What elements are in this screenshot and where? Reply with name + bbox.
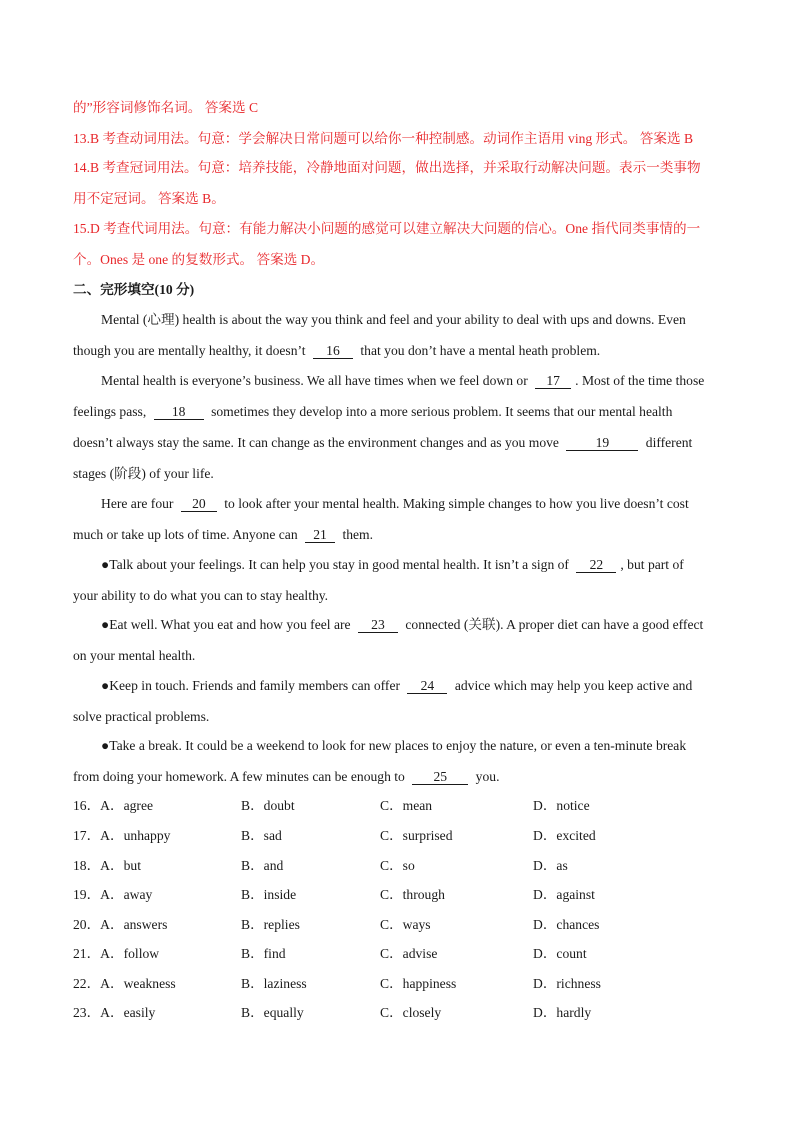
option-d: D．excited: [533, 828, 596, 843]
option-b: B．find: [241, 946, 286, 961]
option-a: 18．A．but: [73, 858, 141, 873]
blank-23: 23: [358, 617, 398, 633]
answer-13: 13.B 考查动词用法。句意：学会解决日常问题可以给你一种控制感。动词作主语用 ving 形式。 答案选 B: [73, 131, 694, 146]
option-c: C．so: [380, 858, 415, 873]
answer-14-cont: 用不定冠词。 答案选 B。: [73, 191, 225, 206]
blank-16: 16: [313, 343, 353, 359]
blank-24: 24: [407, 678, 447, 694]
passage-line: [73, 403, 672, 421]
passage-line: stages (阶段) of your life.: [73, 466, 214, 481]
option-row: [73, 886, 733, 904]
blank-19: 19: [566, 435, 638, 451]
option-c: C．mean: [380, 798, 433, 813]
passage-text: from doing your homework. A few minutes can be enough to: [73, 769, 405, 784]
option-c: C．closely: [380, 1005, 442, 1020]
passage-line: solve practical problems.: [73, 709, 210, 724]
passage-text: Mental health is everyone’s business. We all have times when we feel down or: [101, 373, 528, 388]
option-row: [73, 797, 733, 815]
option-d: D．count: [533, 946, 587, 961]
option-row: [73, 857, 733, 875]
passage-line: ●Take a break. It could be a weekend to look for new places to enjoy the nature, or even a ten-minute break: [101, 738, 687, 753]
passage-line: your ability to do what you can to stay healthy.: [73, 588, 329, 603]
passage-text: to look after your mental health. Making simple changes to how you live doesn’t cost: [224, 496, 689, 511]
blank-17: 17: [535, 373, 571, 389]
option-d: D．chances: [533, 917, 600, 932]
blank-18: 18: [154, 404, 204, 420]
passage-line: [73, 768, 499, 786]
passage-line: [101, 372, 704, 390]
option-a: 19．A．away: [73, 887, 153, 902]
passage-text: feelings pass,: [73, 404, 147, 419]
passage-line: [101, 616, 703, 634]
passage-text: sometimes they develop into a more serious problem. It seems that our mental health: [211, 404, 673, 419]
passage-line: [101, 677, 692, 695]
answer-15: 15.D 考查代词用法。句意：有能力解决小问题的感觉可以建立解决大问题的信心。One 指代同类事情的一: [73, 221, 701, 236]
option-d: D．as: [533, 858, 568, 873]
passage-line: on your mental health.: [73, 648, 196, 663]
option-a: 20．A．answers: [73, 917, 168, 932]
option-d: D．notice: [533, 798, 590, 813]
option-c: C．ways: [380, 917, 431, 932]
option-a: 17．A．unhappy: [73, 828, 171, 843]
passage-line: [73, 342, 600, 360]
passage-line: [73, 526, 373, 544]
option-row: [73, 916, 733, 934]
passage-text: much or take up lots of time. Anyone can: [73, 527, 298, 542]
passage-line: [73, 434, 692, 452]
option-a: 23．A．easily: [73, 1005, 156, 1020]
passage-line: [101, 556, 684, 574]
passage-text: connected (关联). A proper diet can have a good effect: [405, 617, 704, 632]
option-b: B．equally: [241, 1005, 304, 1020]
passage-text: doesn’t always stay the same. It can change as the environment changes and as you move: [73, 435, 559, 450]
option-a: 21．A．follow: [73, 946, 160, 961]
passage-text: ●Keep in touch. Friends and family members can offer: [101, 678, 401, 693]
passage-text: Here are four: [101, 496, 174, 511]
passage-text: advice which may help you keep active and: [454, 678, 693, 693]
option-a: 22．A．weakness: [73, 976, 176, 991]
answer-15-cont: 个。Ones 是 one 的复数形式。 答案选 D。: [73, 252, 325, 267]
option-row: [73, 975, 733, 993]
option-d: D．against: [533, 887, 595, 902]
option-b: B．inside: [241, 887, 297, 902]
passage-text: them.: [342, 527, 374, 542]
option-a: 16．A．agree: [73, 798, 154, 813]
option-c: C．happiness: [380, 976, 457, 991]
passage-line: Mental (心理) health is about the way you think and feel and your ability to deal with ups and downs. Even: [101, 312, 686, 327]
option-c: C．advise: [380, 946, 438, 961]
passage-text: , but part of: [620, 557, 684, 572]
answer-14: 14.B 考查冠词用法。句意：培养技能，冷静地面对问题，做出选择，并采取行动解决问题。表示一类事物: [73, 160, 701, 175]
option-c: C．through: [380, 887, 445, 902]
answer-line: 的”形容词修饰名词。 答案选 C: [73, 100, 259, 115]
blank-20: 20: [181, 496, 217, 512]
section-title: 二、完形填空(10 分): [73, 282, 195, 297]
option-c: C．surprised: [380, 828, 453, 843]
option-d: D．hardly: [533, 1005, 592, 1020]
passage-text: . Most of the time those: [575, 373, 705, 388]
blank-25: 25: [412, 769, 468, 785]
option-b: B．laziness: [241, 976, 307, 991]
option-b: B．sad: [241, 828, 282, 843]
option-row: [73, 1004, 733, 1022]
passage-text: different: [645, 435, 693, 450]
option-row: [73, 945, 733, 963]
passage-text: ●Talk about your feelings. It can help you stay in good mental health. It isn’t a sign of: [101, 557, 569, 572]
option-d: D．richness: [533, 976, 601, 991]
passage-line: [101, 495, 689, 513]
passage-text: you.: [475, 769, 500, 784]
option-b: B．doubt: [241, 798, 295, 813]
option-b: B．and: [241, 858, 284, 873]
passage-text: that you don’t have a mental heath problem.: [360, 343, 601, 358]
blank-21: 21: [305, 527, 335, 543]
option-row: [73, 827, 733, 845]
blank-22: 22: [576, 557, 616, 573]
passage-text: though you are mentally healthy, it doesn’t: [73, 343, 306, 358]
option-b: B．replies: [241, 917, 300, 932]
passage-text: ●Eat well. What you eat and how you feel are: [101, 617, 351, 632]
